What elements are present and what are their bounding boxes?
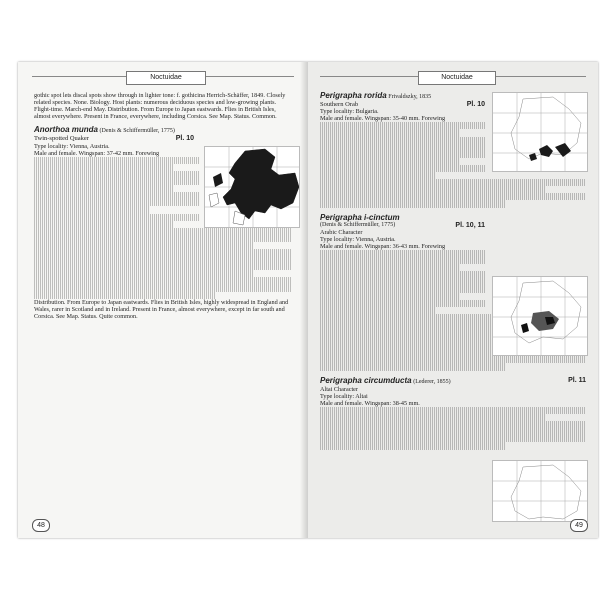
species-name: Perigrapha i-cinctum — [320, 212, 400, 222]
plate-ref: Pl. 10 — [175, 135, 194, 143]
type-locality: Type locality: Vienna, Austria. — [320, 235, 396, 243]
species-entry — [320, 377, 586, 450]
body-text-block-wide — [34, 228, 292, 299]
page-number: 49 — [570, 519, 588, 532]
species-subheading — [320, 222, 485, 229]
description-start: Male and female. Wingspan: 35-40 mm. Forewing — [320, 115, 446, 123]
body-text-block-wide — [320, 179, 586, 207]
species-subheading — [320, 101, 485, 108]
species-author: (Denis & Schiffermüller, 1775) — [99, 128, 175, 135]
species-heading — [320, 214, 586, 222]
species-heading — [320, 377, 586, 386]
plate-ref: Pl. 11 — [568, 376, 586, 384]
species-name: Anorthoa munda — [34, 125, 98, 135]
species-subheading — [34, 135, 194, 142]
common-name: Southern Orab — [320, 101, 359, 109]
type-locality: Type locality: Bulgaria. — [320, 108, 379, 116]
distribution-map — [492, 276, 588, 356]
distribution-map — [492, 460, 588, 522]
species-name: Perigrapha rorida — [320, 91, 387, 100]
description-start: Male and female. Wingspan: 38-45 mm. — [320, 399, 420, 407]
species-heading — [34, 126, 292, 135]
running-header: Noctuidae — [126, 71, 206, 85]
distribution-map — [204, 146, 300, 228]
common-name: Altai Character — [320, 385, 358, 393]
distribution-paragraph: Distribution. From Europe to Japan eastwards. Flies in British Isles, highly widespread in England and Wales, rarer in Scotland and in Ireland. Present in France, almost everywhere, except in far south and Corsica. See Map. Status. Quite common. — [34, 298, 289, 320]
common-name: Twin-spotted Quaker — [34, 135, 89, 143]
intro-paragraph: gothic spot lets discal spots show through in lighter tone: f. gothicina Herrich-Schäffer, 1849. Closely related species. None. Biology. Host plants: numerous deciduous species and low-growing plants. Flight-time. March-end May. Distribution. From Europe to Japan eastwards. Flies in British Isles, almost everywhere. Present in France, everywhere, including Corsica. See Map. Status. Common. — [34, 92, 286, 121]
distribution-map — [492, 92, 588, 172]
open-book — [18, 62, 598, 538]
plate-ref: Pl. 10, 11 — [455, 221, 485, 229]
species-author: (Denis & Schiffermüller, 1775) — [320, 221, 396, 228]
type-locality: Type locality: Altai — [320, 392, 368, 400]
species-name: Perigrapha circumducta — [320, 375, 412, 385]
body-text-block — [320, 250, 485, 314]
description-start: Male and female. Wingspan: 37-42 mm. Forewing — [34, 149, 160, 157]
plate-ref: Pl. 10 — [466, 101, 485, 109]
body-text-block — [320, 122, 485, 179]
body-text-block-wide — [320, 407, 586, 450]
left-page — [18, 62, 308, 538]
description-start: Male and female. Wingspan: 36-43 mm. Forewing — [320, 242, 446, 250]
running-header: Noctuidae — [418, 71, 496, 85]
body-text-block — [34, 157, 199, 228]
common-name: Arabic Character — [320, 228, 363, 236]
page-number: 48 — [32, 519, 50, 532]
species-author: (Lederer, 1855) — [413, 378, 451, 385]
type-locality: Type locality: Vienna, Austria. — [34, 142, 110, 150]
species-author: Frivaldszky, 1835 — [388, 94, 432, 100]
right-page — [308, 62, 598, 538]
